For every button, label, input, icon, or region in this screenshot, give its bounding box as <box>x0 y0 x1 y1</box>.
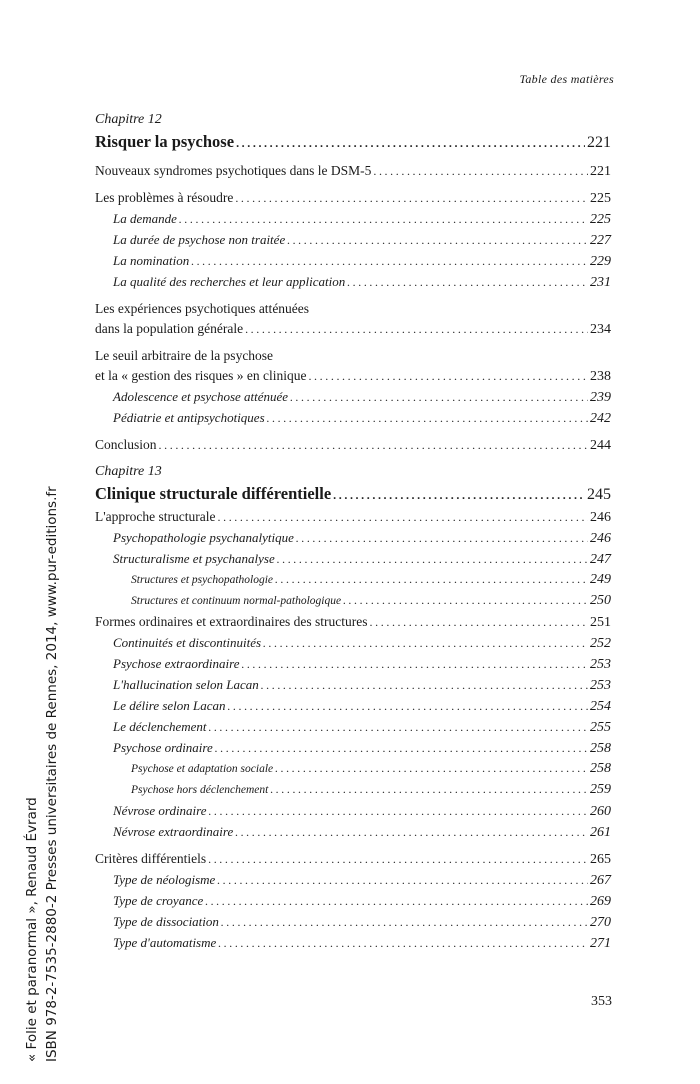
toc-chapter-12 <box>95 110 611 455</box>
leader-dots <box>235 188 588 209</box>
leader-dots <box>263 633 588 654</box>
toc-page: 265 <box>590 852 611 867</box>
toc-entry-text: Nouveaux syndromes psychotiques dans le DSM-5 <box>95 163 372 178</box>
toc-subentry[interactable] <box>95 386 611 407</box>
toc-subentry[interactable] <box>95 869 611 890</box>
leader-dots <box>215 738 588 759</box>
leader-dots <box>275 758 588 779</box>
leader-dots <box>275 569 588 590</box>
toc-page: 269 <box>590 894 611 909</box>
toc-page: 251 <box>590 615 611 630</box>
leader-dots <box>236 131 585 155</box>
toc-page: 227 <box>590 233 611 248</box>
toc-entry-multiline[interactable] <box>95 298 611 339</box>
toc-entry-text: La nomination <box>113 253 190 268</box>
leader-dots <box>370 612 588 633</box>
leader-dots <box>205 891 588 912</box>
toc-subentry[interactable] <box>95 695 611 716</box>
toc-subentry[interactable] <box>95 890 611 911</box>
toc-page: 258 <box>590 741 611 756</box>
toc-entry-text-line-1: Le seuil arbitraire de la psychose <box>95 348 274 363</box>
toc-page: 245 <box>587 486 611 503</box>
leader-dots <box>347 272 588 293</box>
toc-entry-text: Critères différentiels <box>95 851 207 866</box>
toc-entry-text: dans la population générale <box>95 321 244 336</box>
toc-entry-text: Pédiatrie et antipsychotiques <box>113 410 265 425</box>
toc-page: 260 <box>590 804 611 819</box>
toc-entry-text: La qualité des recherches et leur application <box>113 274 346 289</box>
leader-dots <box>290 387 588 408</box>
toc-entry-text: Continuités et discontinuités <box>113 635 262 650</box>
toc-page: 250 <box>590 593 611 608</box>
chapter-label: Chapitre 13 <box>95 464 162 479</box>
toc-page: 267 <box>590 873 611 888</box>
toc-page: 231 <box>590 275 611 290</box>
leader-dots <box>245 319 588 340</box>
side-note-line-2: ISBN 978-2-7535-2880-2 Presses universitaires de Rennes, 2014, www.pur-editions.fr <box>44 486 60 1062</box>
toc-entry-multiline[interactable] <box>95 345 611 386</box>
toc-subentry[interactable] <box>95 674 611 695</box>
toc-page: 249 <box>590 572 611 587</box>
toc-subentry[interactable] <box>95 208 611 229</box>
toc-page: 221 <box>587 134 611 151</box>
toc-entry-text: Psychose hors déclenchement <box>131 784 269 796</box>
toc-entry-text: Psychose et adaptation sociale <box>131 763 274 775</box>
toc-subentry[interactable] <box>95 250 611 271</box>
toc-subentry[interactable] <box>95 911 611 932</box>
toc-entry-text: La durée de psychose non traitée <box>113 232 286 247</box>
toc-subentry[interactable] <box>95 407 611 428</box>
leader-dots <box>208 849 588 870</box>
toc-page: 259 <box>590 782 611 797</box>
leader-dots <box>191 251 588 272</box>
toc-page: 225 <box>590 191 611 206</box>
toc-entry-text: Structures et continuum normal-pathologique <box>131 595 342 607</box>
toc-page: 234 <box>590 322 611 337</box>
toc-page: 246 <box>590 531 611 546</box>
toc-page: 252 <box>590 636 611 651</box>
leader-dots <box>208 717 588 738</box>
toc-subsubentry[interactable] <box>95 758 611 779</box>
toc-entry[interactable] <box>95 187 611 208</box>
toc-entry-text: Formes ordinaires et extraordinaires des structures <box>95 614 368 629</box>
toc-entry-text: Le déclenchement <box>113 719 207 734</box>
toc-subentry[interactable] <box>95 632 611 653</box>
leader-dots <box>228 696 588 717</box>
leader-dots <box>217 870 588 891</box>
toc-entry[interactable] <box>95 506 611 527</box>
toc-subentry[interactable] <box>95 932 611 953</box>
toc-page: 247 <box>590 552 611 567</box>
chapter-label: Chapitre 12 <box>95 112 162 127</box>
toc-page: 229 <box>590 254 611 269</box>
toc-chapter-title[interactable] <box>95 130 611 154</box>
toc-subentry[interactable] <box>95 527 611 548</box>
toc-entry-text: Structuralisme et psychanalyse <box>113 551 275 566</box>
toc-title-text: Risquer la psychose <box>95 132 235 151</box>
toc-page: 253 <box>590 678 611 693</box>
toc-entry[interactable] <box>95 160 611 181</box>
toc-entry-text: Psychose ordinaire <box>113 740 213 755</box>
leader-dots <box>261 675 588 696</box>
leader-dots <box>270 779 588 800</box>
toc-subentry[interactable] <box>95 716 611 737</box>
leader-dots <box>221 912 588 933</box>
toc-chapter-title[interactable] <box>95 482 611 506</box>
toc-subentry[interactable] <box>95 271 611 292</box>
leader-dots <box>373 161 588 182</box>
toc-chapter-13 <box>95 462 611 953</box>
toc-entry-text: L'approche structurale <box>95 509 216 524</box>
leader-dots <box>267 408 588 429</box>
toc-page: 225 <box>590 212 611 227</box>
toc-page: 239 <box>590 390 611 405</box>
leader-dots <box>218 507 589 528</box>
toc-page: 238 <box>590 369 611 384</box>
toc-page: 258 <box>590 761 611 776</box>
toc-page: 261 <box>590 825 611 840</box>
leader-dots <box>218 933 588 954</box>
toc-subentry[interactable] <box>95 229 611 250</box>
leader-dots <box>209 801 588 822</box>
toc-title-text: Clinique structurale différentielle <box>95 484 332 503</box>
toc-subsubentry[interactable] <box>95 569 611 590</box>
leader-dots <box>277 549 588 570</box>
toc-entry-text: et la « gestion des risques » en clinique <box>95 368 307 383</box>
leader-dots <box>296 528 588 549</box>
leader-dots <box>179 209 588 230</box>
toc-page: 254 <box>590 699 611 714</box>
toc-page: 221 <box>590 164 611 179</box>
toc-entry-text: Type d'automatisme <box>113 935 217 950</box>
toc-subsubentry[interactable] <box>95 779 611 800</box>
toc-entry-text: Type de dissociation <box>113 914 219 929</box>
toc-entry-text: Le délire selon Lacan <box>113 698 226 713</box>
leader-dots <box>333 483 585 507</box>
leader-dots <box>308 366 588 387</box>
toc-subentry[interactable] <box>95 800 611 821</box>
toc-page: 242 <box>590 411 611 426</box>
toc-entry-text: Structures et psychopathologie <box>131 574 274 586</box>
toc-entry-text: La demande <box>113 211 177 226</box>
toc-entry-text: Type de croyance <box>113 893 204 908</box>
page-number: 353 <box>591 994 612 1009</box>
toc-entry-text: Conclusion <box>95 437 157 452</box>
toc-page: 255 <box>590 720 611 735</box>
side-note-line-1: « Folie et paranormal », Renaud Évrard <box>24 797 40 1062</box>
toc-subentry[interactable] <box>95 548 611 569</box>
toc-subentry[interactable] <box>95 737 611 758</box>
leader-dots <box>241 654 588 675</box>
running-head: Table des matières <box>519 72 614 86</box>
toc-page: 253 <box>590 657 611 672</box>
toc-entry[interactable] <box>95 848 611 869</box>
toc-page: 270 <box>590 915 611 930</box>
toc-entry-text: Névrose extraordinaire <box>113 824 234 839</box>
copyright-side-note <box>22 486 62 1062</box>
toc-entry-text: Psychose extraordinaire <box>113 656 240 671</box>
leader-dots <box>287 230 588 251</box>
toc-entry-text-line-1: Les expériences psychotiques atténuées <box>95 301 310 316</box>
toc-entry-text: Type de néologisme <box>113 872 216 887</box>
toc-entry[interactable] <box>95 611 611 632</box>
toc-entry-text: L'hallucination selon Lacan <box>113 677 259 692</box>
toc-entry-text: Adolescence et psychose atténuée <box>113 389 289 404</box>
toc-entry[interactable] <box>95 434 611 455</box>
leader-dots <box>235 822 588 843</box>
toc-subentry[interactable] <box>95 653 611 674</box>
toc-page: 244 <box>590 438 611 453</box>
leader-dots <box>343 590 588 611</box>
toc-subsubentry[interactable] <box>95 590 611 611</box>
toc-entry-text: Psychopathologie psychanalytique <box>113 530 294 545</box>
toc-entry-text: Névrose ordinaire <box>113 803 207 818</box>
toc-entry-text: Les problèmes à résoudre <box>95 190 234 205</box>
toc-page: 271 <box>590 936 611 951</box>
toc-subentry[interactable] <box>95 821 611 842</box>
toc-page: 246 <box>590 510 611 525</box>
leader-dots <box>159 435 588 456</box>
